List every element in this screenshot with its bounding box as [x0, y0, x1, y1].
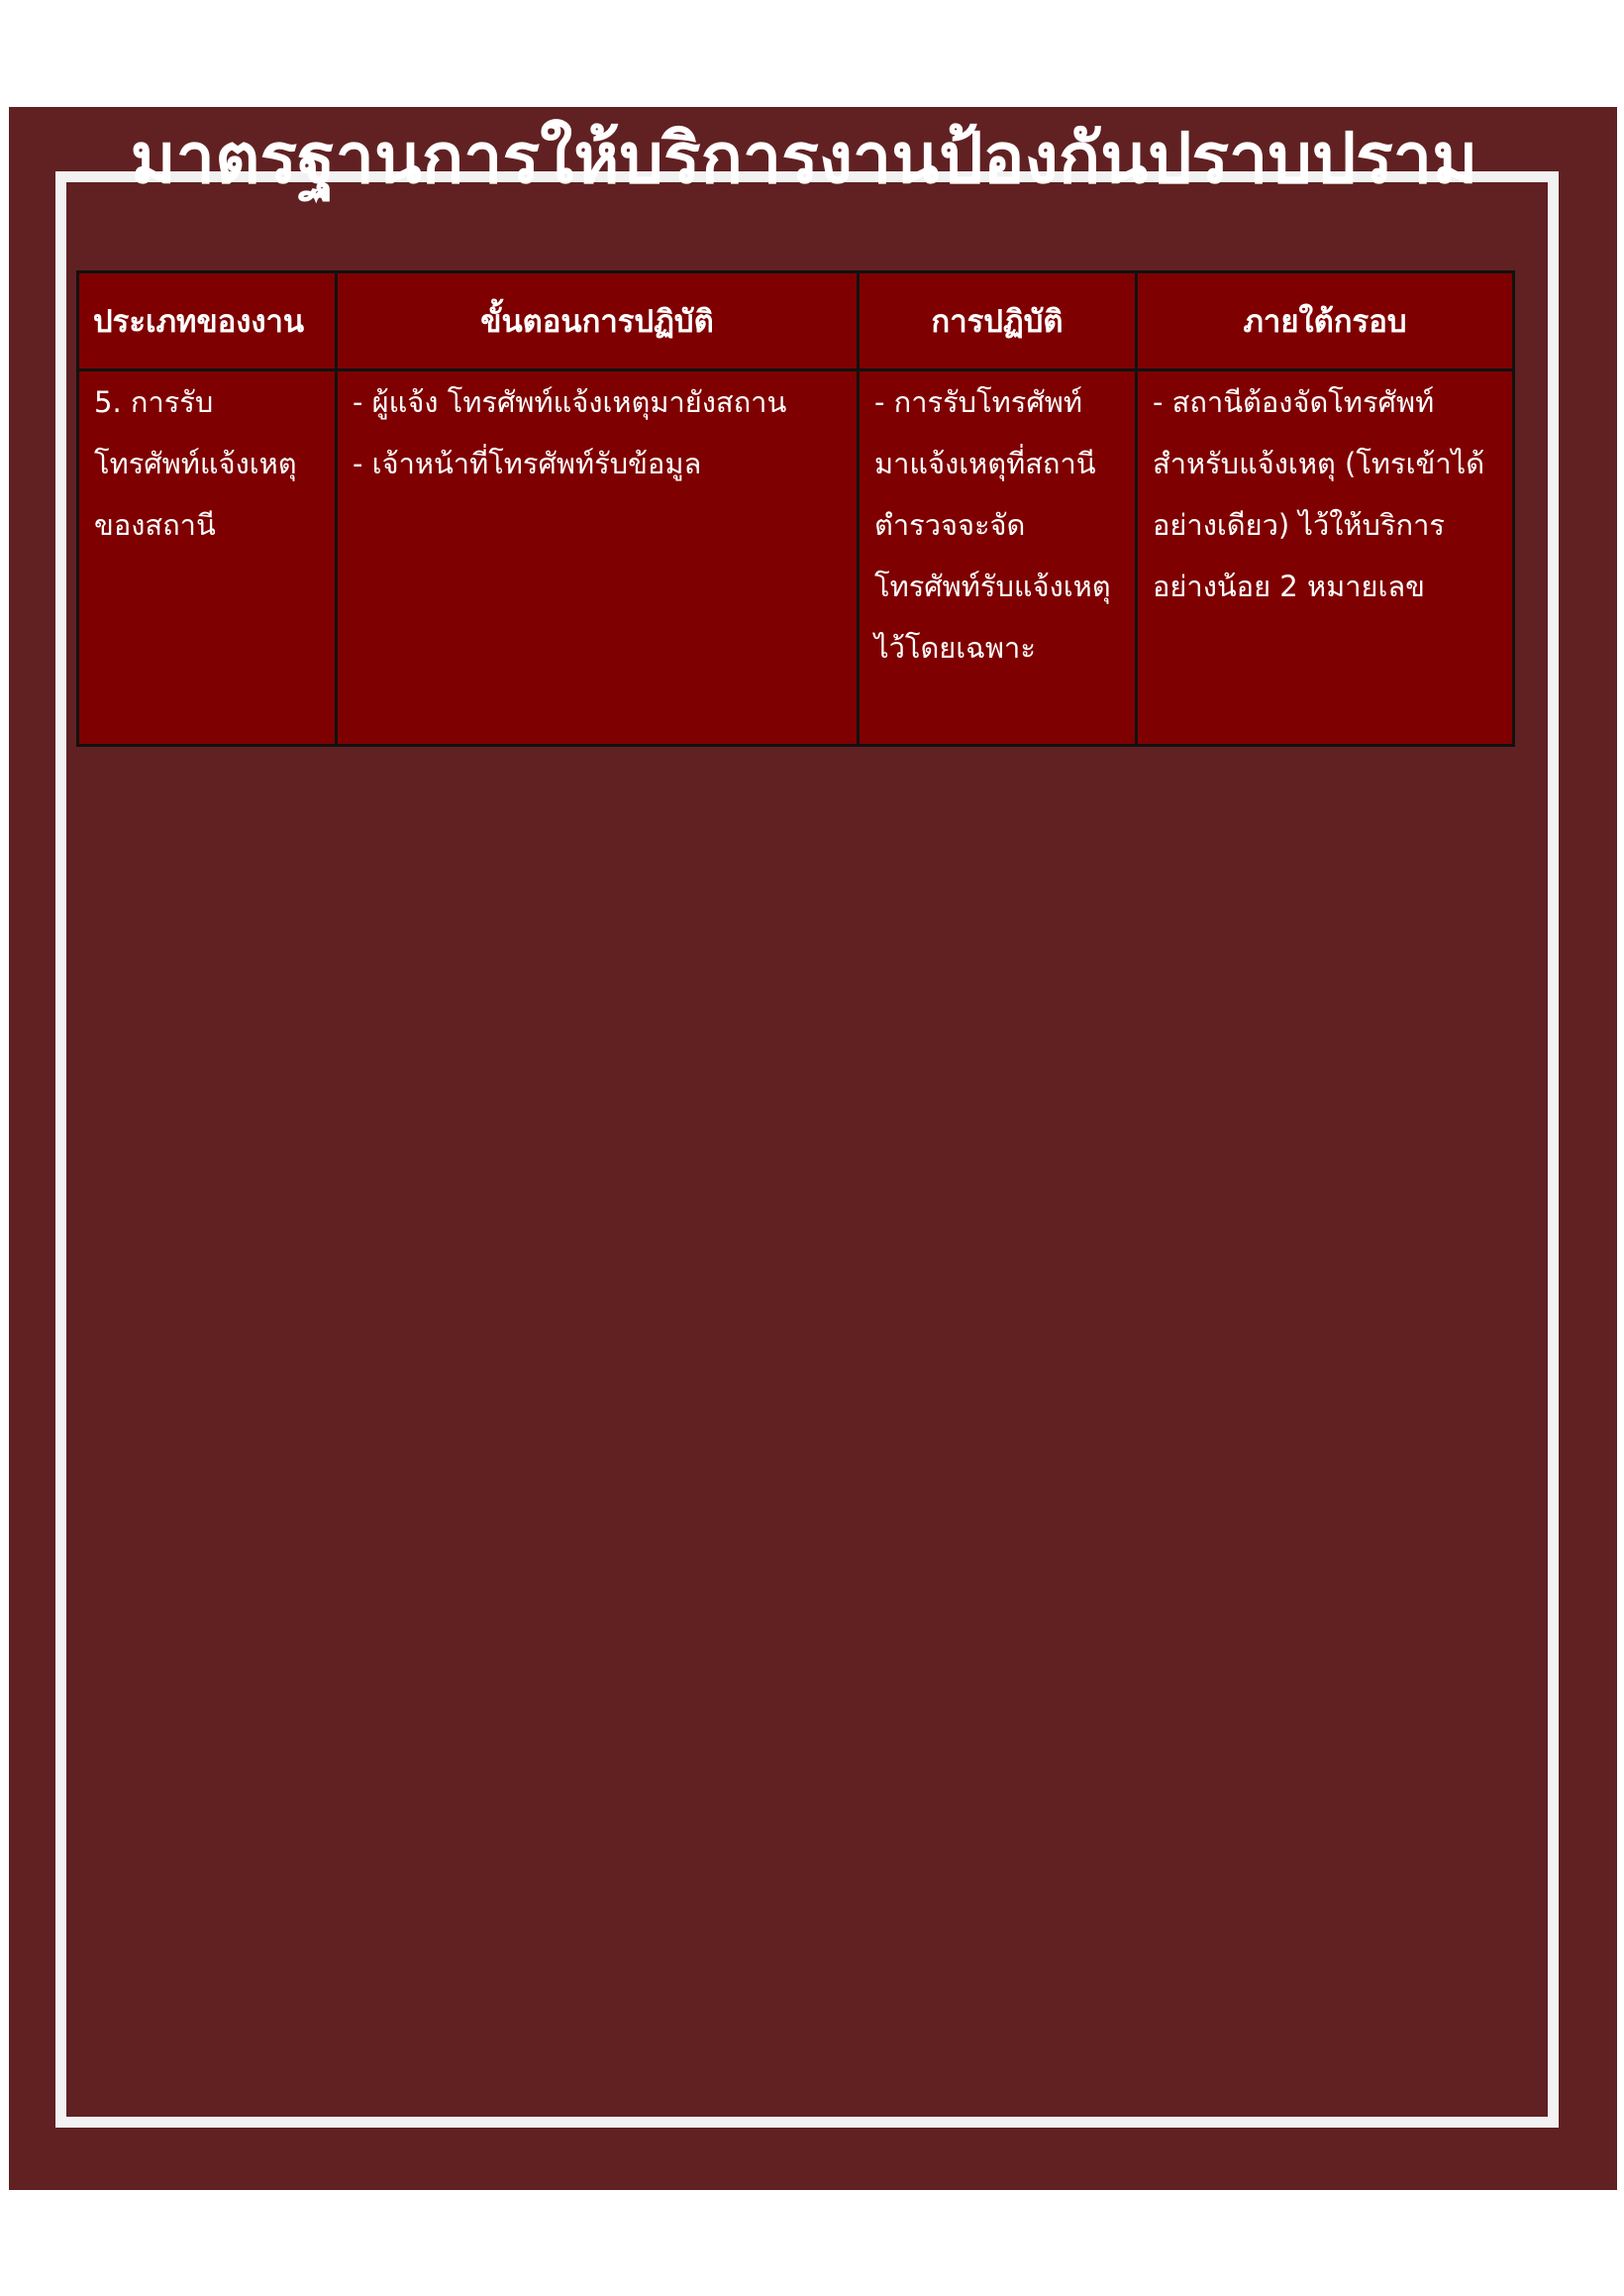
cell-line: - ผู้แจ้ง โทรศัพท์แจ้งเหตุมายังสถาน	[353, 385, 787, 419]
cell-procedure	[337, 370, 859, 746]
cell-line: อย่างน้อย 2 หมายเลข	[1153, 570, 1425, 603]
cell-line: - สถานีต้องจัดโทรศัพท์	[1153, 385, 1435, 419]
header-procedure: ขั้นตอนการปฏิบัติ	[337, 272, 859, 370]
cell-framework	[1137, 370, 1514, 746]
cell-line: - เจ้าหน้าที่โทรศัพท์รับข้อมูล	[353, 447, 702, 480]
header-work-type: ประเภทของงาน	[78, 272, 337, 370]
cell-line: มาแจ้งเหตุที่สถานี	[874, 447, 1096, 480]
cell-practice	[859, 370, 1137, 746]
cell-line: - การรับโทรศัพท์	[874, 385, 1082, 419]
service-standard-table	[76, 270, 1515, 747]
cell-line: ไว้โดยเฉพาะ	[874, 631, 1036, 665]
cell-line: ของสถานี	[94, 508, 216, 542]
cell-line: ตำรวจจะจัด	[874, 508, 1026, 542]
cell-line: โทรศัพท์แจ้งเหตุ	[94, 447, 297, 480]
table-header-row	[78, 272, 1514, 370]
table-row	[78, 370, 1514, 746]
cell-line: สำหรับแจ้งเหตุ (โทรเข้าได้	[1153, 447, 1485, 480]
cell-line: อย่างเดียว) ไว้ให้บริการ	[1153, 508, 1445, 542]
page-title: มาตรฐานการให้บริการงานป้องกันปราบปราม	[130, 118, 1478, 199]
cell-line: โทรศัพท์รับแจ้งเหตุ	[874, 570, 1111, 603]
cell-work-type	[78, 370, 337, 746]
header-framework: ภายใต้กรอบ	[1137, 272, 1514, 370]
header-practice: การปฏิบัติ	[859, 272, 1137, 370]
cell-line: 5. การรับ	[94, 385, 214, 419]
